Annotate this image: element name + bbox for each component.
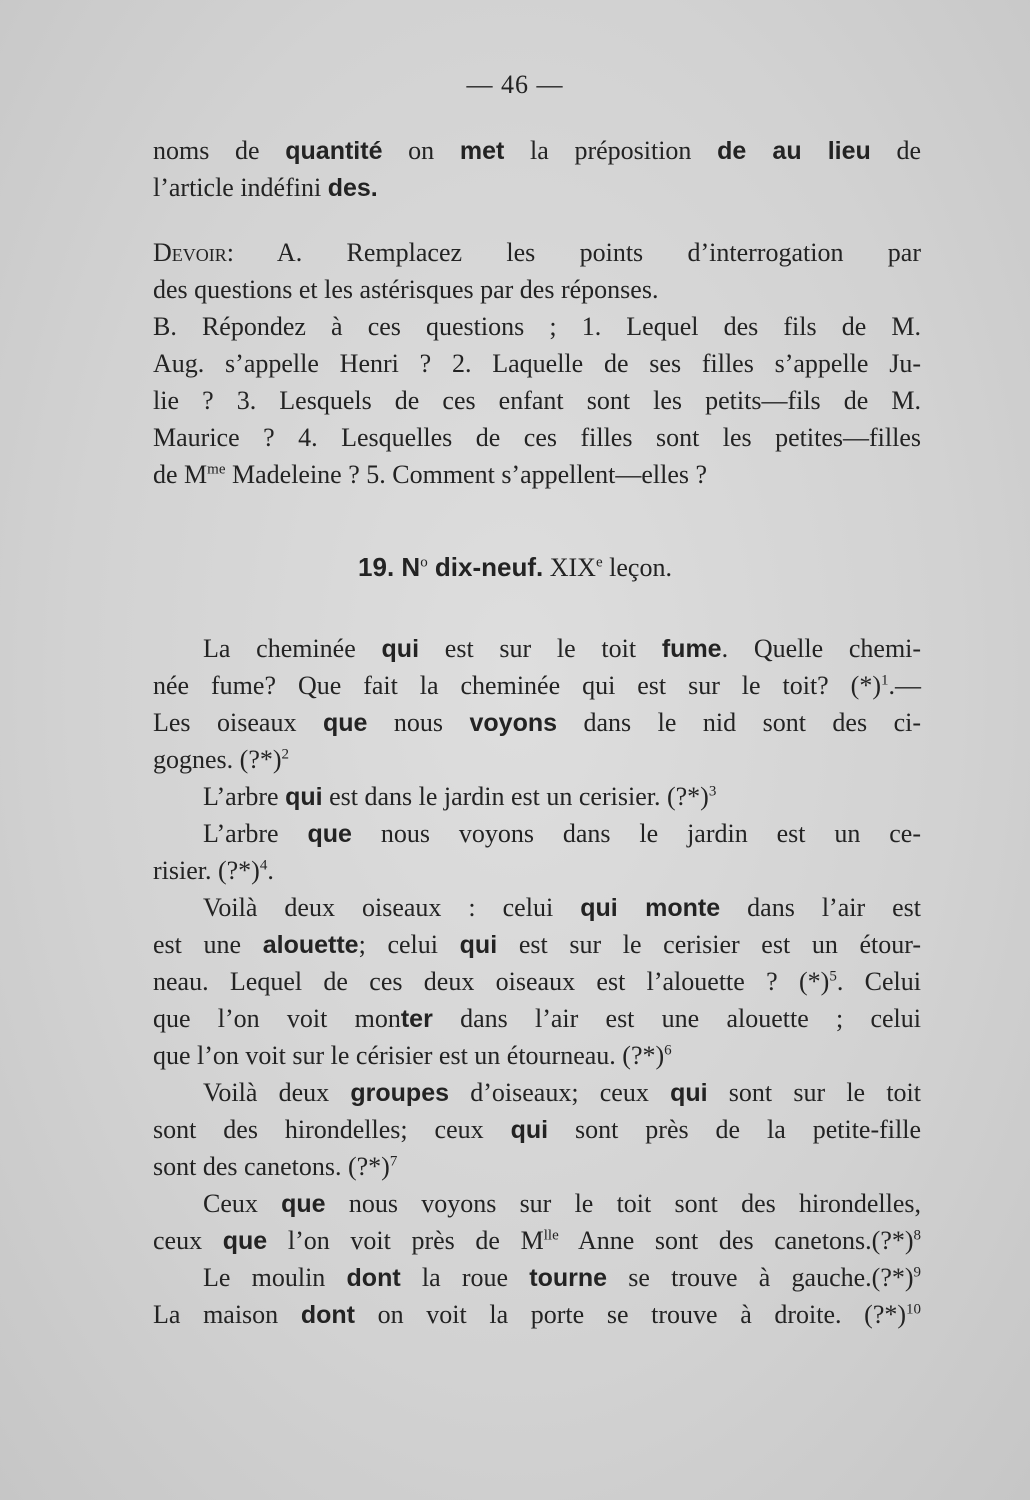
lesson-line: que l’on voit sur le cérisier est un étourneau. (?*)$^6$	[153, 1041, 672, 1070]
exercise-line: de $M^{me}$ Madeleine ? 5. Comment s’appellent—elles ?	[153, 460, 708, 489]
lesson-line: Ceux que nous voyons sur le toit sont des hirondelles,	[203, 1189, 922, 1218]
lesson-line: Voilà deux groupes d’oiseaux; ceux qui sont sur le toit	[203, 1078, 921, 1107]
lesson-line: sont des hirondelles; ceux qui sont près de la petite-fille	[153, 1115, 921, 1144]
text-line: noms de quantité on met la préposition de au lieu de	[153, 136, 922, 165]
lesson-line: née fume? Que fait la cheminée qui est sur le toit? $(*)^1.—$	[153, 671, 921, 700]
lesson-line: gognes. (?*)$^2$	[153, 745, 290, 774]
lesson-line: La cheminée qui est sur le toit fume. Quelle chemi-	[203, 634, 922, 663]
lesson-line: Le moulin dont la roue tourne se trouve à gauche.(?*)$^9$	[203, 1263, 922, 1292]
exercise-label: Devoir	[153, 238, 227, 267]
lesson-line: Les oiseaux que nous voyons dans le nid sont des ci-	[153, 708, 921, 737]
exercise-line: B. Répondez à ces questions ; 1. Lequel des fils de M.	[153, 312, 921, 341]
exercise-line: Aug. s’appelle Henri ? 2. Laquelle de ses filles s’appelle Ju-	[153, 349, 921, 378]
lesson-line: Voilà deux oiseaux : celui qui monte dans l’air est	[203, 893, 922, 922]
exercise-line: Devoir: A. Remplacez les points d’interrogation par	[153, 238, 921, 267]
lesson-line: que l’on voit monter dans l’air est une alouette ; celui	[153, 1004, 921, 1033]
exercise-line: des questions et les astérisques par des réponses.	[153, 275, 659, 304]
text-line: l’article indéfini des.	[153, 173, 378, 202]
lesson-line: sont des canetons. (?*)$^7$	[153, 1152, 398, 1181]
lesson-line: La maison dont on voit la porte se trouve à droite. (?*)$^{10}$	[153, 1300, 922, 1329]
lesson-line: ceux que l’on voit près de $M^{lle}$ Anne sont des canetons.(?*)$^8$	[153, 1226, 922, 1255]
lesson-line: risier. (?*)$^4$.	[153, 856, 274, 885]
exercise-line: lie ? 3. Lesquels de ces enfant sont les petits—fils de M.	[153, 386, 921, 415]
exercise-line: Maurice ? 4. Lesquelles de ces filles sont les petites—filles	[153, 423, 921, 452]
lesson-line: L’arbre que nous voyons dans le jardin est un ce-	[203, 819, 922, 848]
lesson-line: est une alouette; celui qui est sur le cerisier est un étour-	[153, 930, 922, 959]
intro-and-exercise	[153, 132, 921, 493]
lesson-heading: 19. $N^o$ dix-neuf. XIXe leçon.	[358, 552, 672, 582]
lesson-line: L’arbre qui est dans le jardin est un cerisier. (?*)$^3$	[203, 782, 717, 811]
page-number: — 46 —	[466, 70, 564, 99]
lesson-line: neau. Lequel de ces deux oiseaux est l’alouette ? $(*)^5$. Celui	[153, 967, 921, 996]
lesson-body	[153, 630, 921, 1333]
